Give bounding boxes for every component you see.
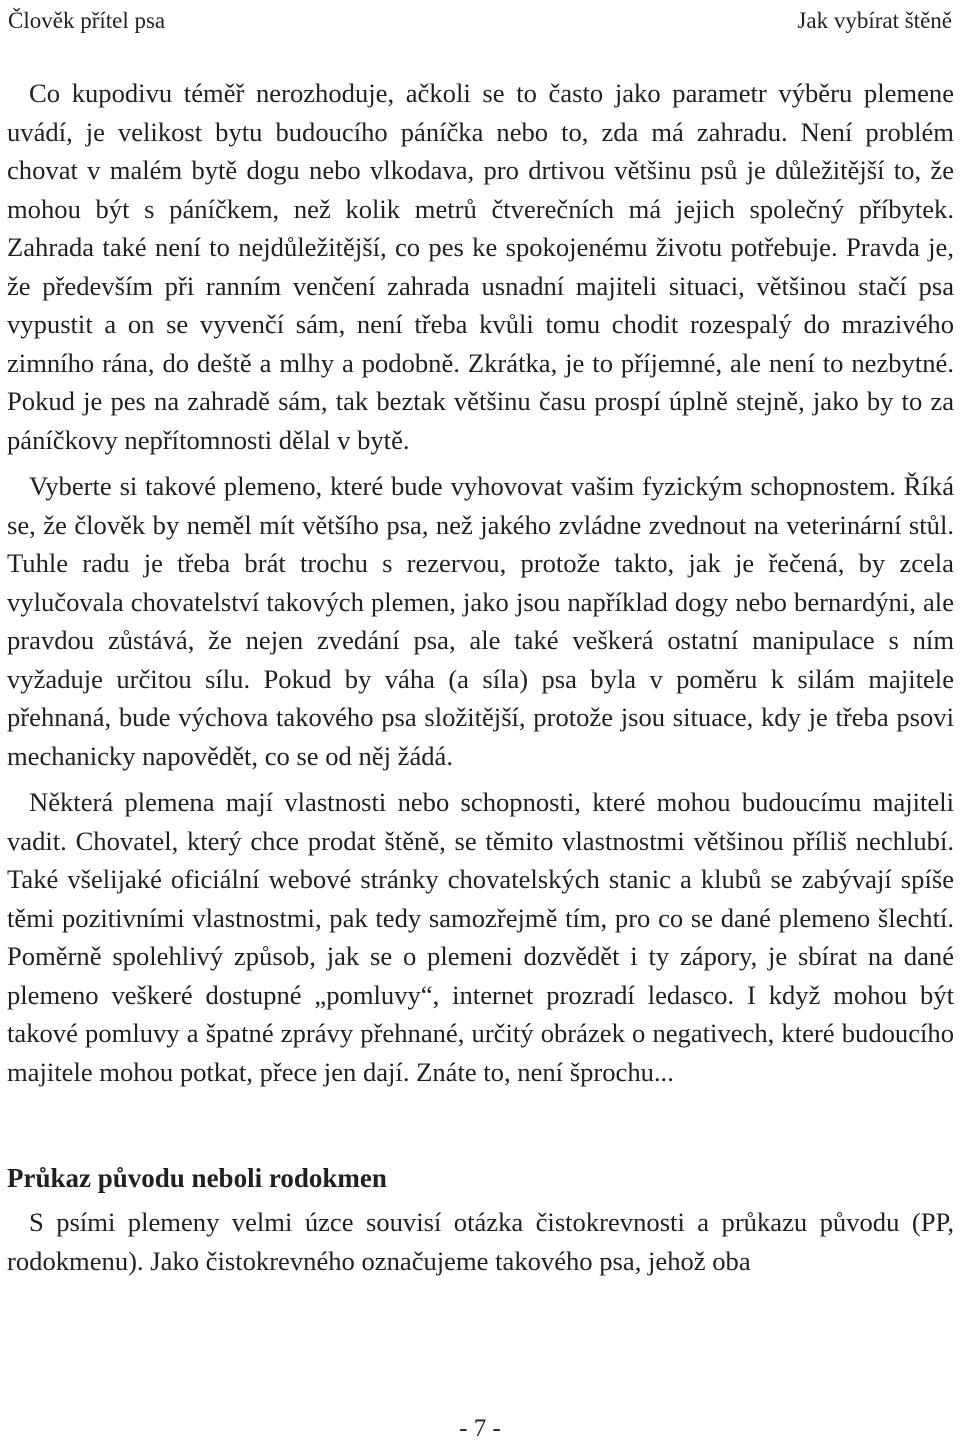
paragraph-breed-drawbacks: Některá plemena mají vlastnosti nebo schopnosti, které mohou budoucímu majiteli vadit. Chovatel, který chce prodat štěně, se těmito vlastnostmi většinou příliš nechlubí. Také všelijaké oficiální webové stránky chovatelských stanic a klubů se zabývají spíše těmi pozitivními vlastnostmi, pak tedy samozřejmě tím, pro co se dané plemeno šlechtí. Poměrně spolehlivý způsob, jak se o plemeni dozvědět i ty zápory, je sbírat na dané plemeno veškeré dostupné „pomluvy“, internet prozradí ledasco. I když mohou být takové pomluvy a špatné zprávy přehnané, určitý obrázek o negativech, které budoucího majitele mohou potkat, přece jen dají. Znáte to, není šprochu... — [7, 787, 954, 1087]
page-number: - 7 - — [459, 1415, 501, 1442]
running-header — [8, 4, 952, 38]
paragraph-pedigree: S psími plemeny velmi úzce souvisí otázka čistokrevnosti a průkazu původu (PP, rodokmenu). Jako čistokrevného označujeme takového psa, jehož oba — [7, 1207, 954, 1276]
section-heading: Průkaz původu neboli rodokmen — [7, 1163, 387, 1193]
header-book-title: Člověk přítel psa — [8, 8, 166, 33]
paragraph-apartment-size: Co kupodivu téměř nerozhoduje, ačkoli se to často jako parametr výběru plemene uvádí, je velikost bytu budoucího páníčka nebo to, zda má zahradu. Není problém chovat v malém bytě dogu nebo vlkodava, pro drtivou většinu psů je důležitější to, že mohou být s páníčkem, než kolik metrů čtverečních má jejich společný příbytek. Zahrada také není to nejdůležitější, co pes ke spokojenému životu potřebuje. Pravda je, že především při ranním venčení zahrada usnadní majiteli situaci, většinou stačí psa vypustit a on se vyvenčí sám, není třeba kvůli tomu chodit rozespalý do mrazivého zimního rána, do deště a mlhy a podobně. Zkrátka, je to příjemné, ale není to nezbytné. Pokud je pes na zahradě sám, tak beztak většinu času prospí úplně stejně, jako by to za páníčkovy nepřítomnosti dělal v bytě. — [7, 78, 954, 455]
header-chapter-title: Jak vybírat štěně — [797, 8, 952, 33]
page-body — [7, 74, 954, 1280]
paragraph-physical-abilities: Vyberte si takové plemeno, které bude vyhovovat vašim fyzickým schopnostem. Říká se, že člověk by neměl mít většího psa, než jakého zvládne zvednout na veterinární stůl. Tuhle radu je třeba brát trochu s rezervou, protože takto, jak je řečená, by zcela vylučovala chovatelství takových plemen, jako jsou například dogy nebo bernardýni, ale pravdou zůstává, že nejen zvedání psa, ale také veškerá ostatní manipulace s ním vyžaduje určitou sílu. Pokud by váha (a síla) psa byla v poměru k silám majitele přehnaná, bude výchova takového psa složitější, protože jsou situace, kdy je třeba psovi mechanicky napovědět, co se od něj žádá. — [7, 471, 954, 771]
